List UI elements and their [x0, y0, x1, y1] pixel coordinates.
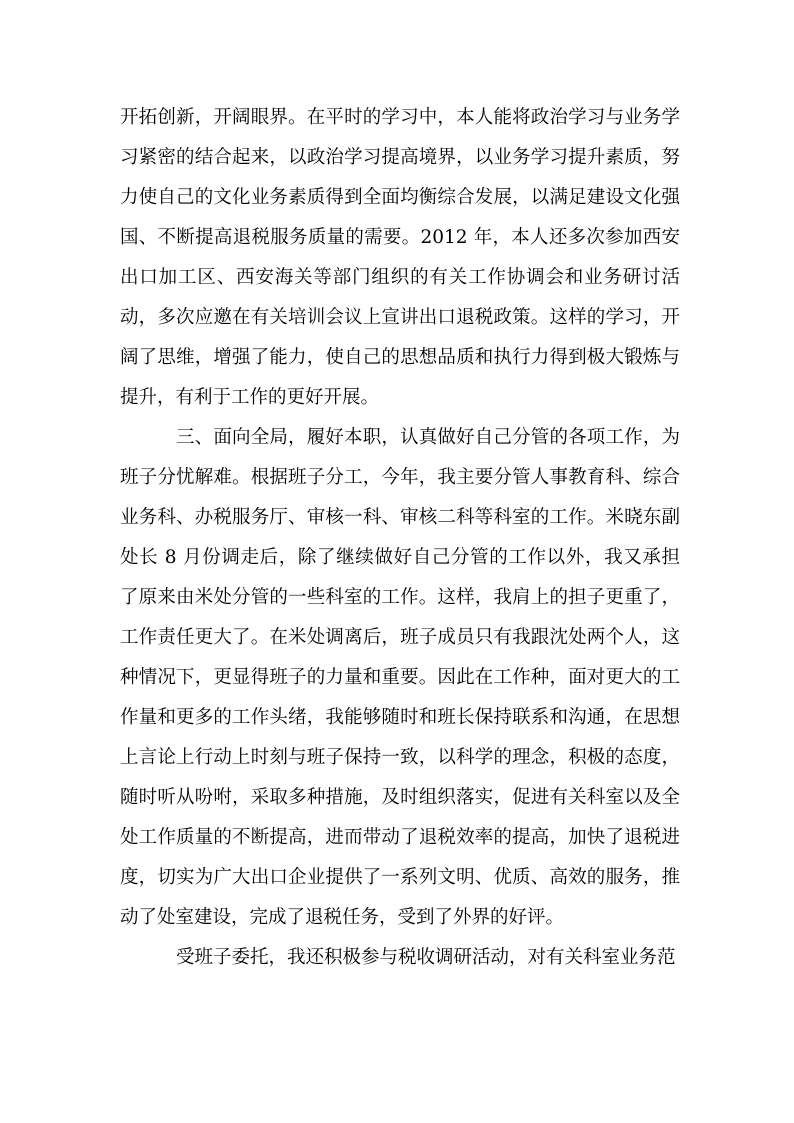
paragraph-2: 三、面向全局，履好本职，认真做好自己分管的各项工作，为班子分忧解难。根据班子分工，今年，我主要分管人事教育科、综合业务科、办税服务厅、审核一科、审核二科等科室的工作。米晓东副处长 8 月份调走后，除了继续做好自己分管的工作以外，我又承担了原来由米处分管的一些科室的工作。这样，我肩上的担子更重了，工作责任更大了。在米处调离后，班子成员只有我跟沈处两个人，这种情况下，更显得班子的力量和重要。因此在工作种，面对更大的工作量和更多的工作头绪，我能够随时和班长保持联系和沟通，在思想上言论上行动上时刻与班子保持一致，以科学的理念，积极的态度，随时听从吩咐，采取多种措施，及时组织落实，促进有关科室以及全处工作质量的不断提高，进而带动了退税效率的提高，加快了退税进度，切实为广大出口企业提供了一系列文明、优质、高效的服务，推动了处室建设，完成了退税任务，受到了外界的好评。 [120, 427, 680, 928]
paragraph-3: 受班子委托，我还积极参与税收调研活动，对有关科室业务范 [176, 947, 676, 968]
paragraph-1: 开拓创新，开阔眼界。在平时的学习中，本人能将政治学习与业务学习紧密的结合起来，以政治学习提高境界，以业务学习提升素质，努力使自己的文化业务素质得到全面均衡综合发展，以满足建设文化强国、不断提高退税服务质量的需要。2012 年，本人还多次参加西安出口加工区、西安海关等部门组织的有关工作协调会和业务研讨活动，多次应邀在有关培训会议上宣讲出口退税政策。这样的学习，开阔了思维，增强了能力，使自己的思想品质和执行力得到极大锻炼与提升，有利于工作的更好开展。 [120, 107, 680, 408]
document-body [120, 98, 680, 978]
